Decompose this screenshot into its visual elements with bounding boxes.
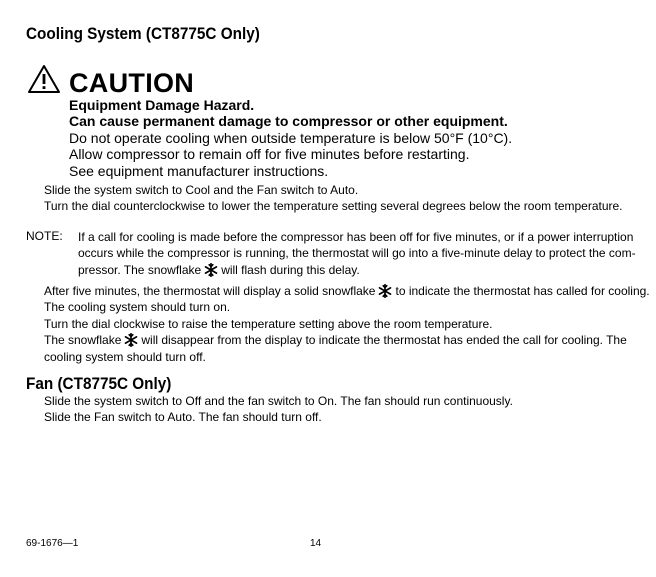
section-title-cooling: Cooling System (CT8775C Only)	[26, 24, 260, 43]
fan-steps	[44, 393, 513, 426]
note-line: occurs while the compressor is running, the thermostat will go into a five-minute delay to protect the com-	[78, 246, 636, 261]
caution-line-restart: Allow compressor to remain off for five minutes before restarting.	[69, 146, 470, 163]
caution-body	[69, 97, 512, 179]
step-line	[44, 332, 650, 348]
note-line	[78, 262, 636, 278]
step-text: to indicate the thermostat has called for cooling.	[395, 284, 650, 298]
caution-line-manufacturer: See equipment manufacturer instructions.	[69, 162, 329, 179]
note-text: pressor. The snowflake	[78, 262, 202, 277]
cooling-steps	[44, 182, 623, 215]
step-line: Slide the system switch to Off and the fan switch to On. The fan should run continuously.	[44, 394, 513, 408]
snowflake-icon	[378, 284, 392, 298]
step-text: The snowflake	[44, 333, 122, 348]
step-line: Slide the Fan switch to Auto. The fan should turn off.	[44, 410, 322, 425]
note-line: If a call for cooling is made before the compressor has been off for five minutes, or if a power interruption	[78, 230, 634, 244]
warning-triangle-icon	[27, 64, 61, 94]
note-body	[78, 229, 636, 278]
doc-number: 69-1676—1	[26, 538, 79, 549]
step-line: Turn the dial counterclockwise to lower the temperature setting several degrees below the room temperature.	[44, 199, 623, 214]
caution-line-temperature: Do not operate cooling when outside temperature is below 50°F (10°C).	[69, 129, 513, 146]
caution-line-hazard: Equipment Damage Hazard.	[69, 97, 255, 113]
step-line: The cooling system should turn on.	[44, 300, 231, 315]
caution-title: CAUTION	[69, 68, 195, 98]
step-line: Turn the dial clockwise to raise the temperature setting above the room temperature.	[44, 316, 493, 331]
after-delay-steps	[44, 283, 650, 365]
note-label: NOTE:	[26, 229, 63, 243]
note-text: will flash during this delay.	[221, 262, 360, 277]
page-number: 14	[310, 538, 322, 549]
step-line	[44, 283, 650, 299]
step-text: After five minutes, the thermostat will display a solid snowflake	[44, 284, 376, 298]
snowflake-icon	[124, 333, 138, 347]
snowflake-icon	[204, 263, 218, 277]
caution-line-damage: Can cause permanent damage to compressor or other equipment.	[69, 113, 508, 130]
step-text: will disappear from the display to indicate the thermostat has ended the call for cooling. The	[141, 333, 627, 348]
step-line: cooling system should turn off.	[44, 349, 206, 364]
section-title-fan: Fan (CT8775C Only)	[26, 374, 172, 393]
step-line: Slide the system switch to Cool and the Fan switch to Auto.	[44, 183, 359, 197]
